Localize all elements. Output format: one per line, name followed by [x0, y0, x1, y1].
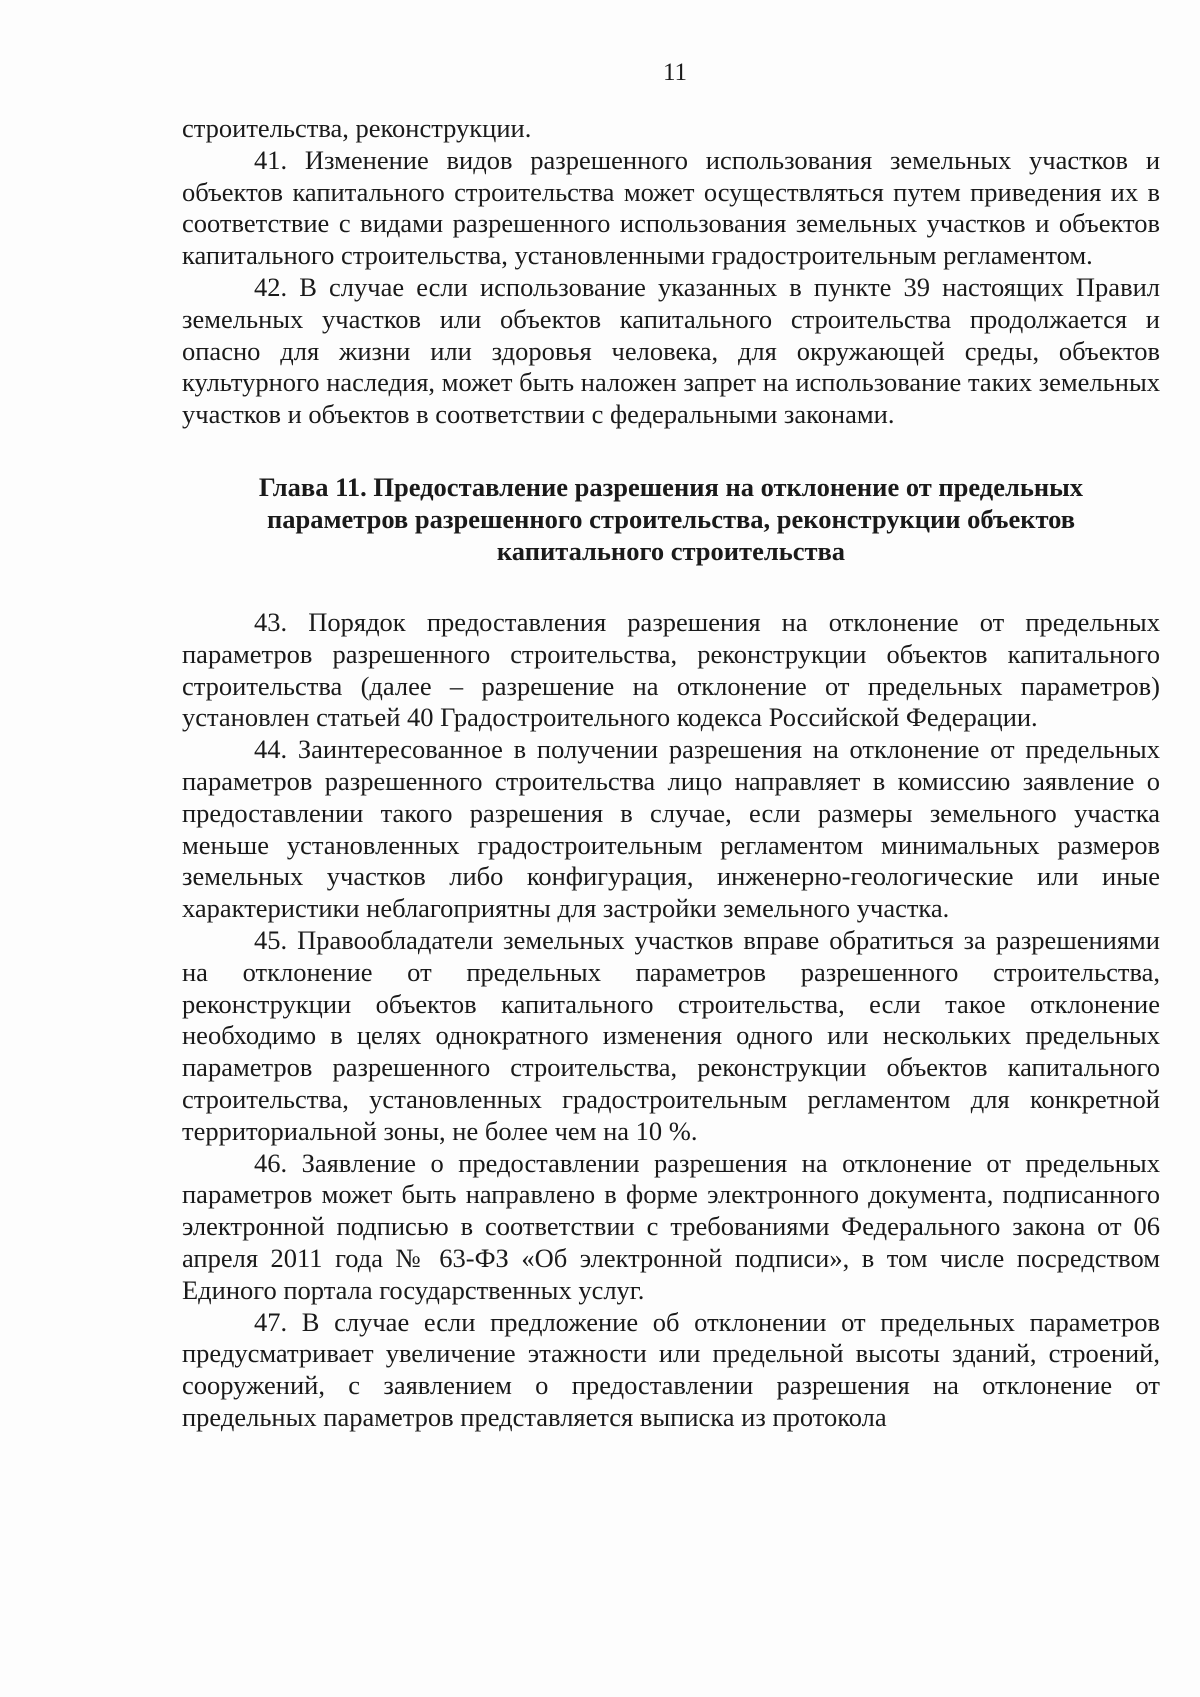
paragraph-42: 42. В случае если использование указанных в пункте 39 настоящих Правил земельных участков или объектов капитального строительства продолжается и опасно для жизни или здоровья человека, для окружающей среды, объектов культурного наследия, может быть наложен запрет на использование таких земельных участков и объектов в соответствии с федеральными законами.	[182, 271, 1160, 430]
document-body	[182, 113, 1160, 1434]
chapter-title: Глава 11. Предоставление разрешения на отклонение от предельных параметров разрешенного строительства, реконструкции объектов капитального строительства	[258, 471, 1084, 566]
paragraph-41: 41. Изменение видов разрешенного использования земельных участков и объектов капитального строительства может осуществляться путем приведения их в соответствие с видами разрешенного использования земельных участков и объектов капитального строительства, установленными градостроительным регламентом.	[182, 144, 1160, 271]
paragraph-44: 44. Заинтересованное в получении разрешения на отклонение от предельных параметров разрешенного строительства лицо направляет в комиссию заявление о предоставлении такого разрешения в случае, если размеры земельного участка меньше установленных градостроительным регламентом минимальных размеров земельных участков либо конфигурация, инженерно-геологические или иные характеристики неблагоприятны для застройки земельного участка.	[182, 734, 1160, 924]
paragraph-46: 46. Заявление о предоставлении разрешения на отклонение от предельных параметров может быть направлено в форме электронного документа, подписанного электронной подписью в соответствии с требованиями Федерального закона от 06 апреля 2011 года № 63-ФЗ «Об электронной подписи», в том числе посредством Единого портала государственных услуг.	[182, 1147, 1160, 1305]
paragraph-43: 43. Порядок предоставления разрешения на отклонение от предельных параметров разрешенного строительства, реконструкции объектов капитального строительства (далее – разрешение на отклонение от предельных параметров) установлен статьей 40 Градостроительного кодекса Российской Федерации.	[182, 606, 1160, 733]
paragraph-47: 47. В случае если предложение об отклонении от предельных параметров предусматривает увеличение этажности или предельной высоты зданий, строений, сооружений, с заявлением о предоставлении разрешения на отклонение от предельных параметров представляется выписка из протокола	[182, 1306, 1160, 1432]
page-number: 11	[662, 59, 688, 86]
paragraph-45: 45. Правообладатели земельных участков вправе обратиться за разрешениями на отклонение от предельных параметров разрешенного строительства, реконструкции объектов капитального строительства, если такое отклонение необходимо в целях однократного изменения одного или нескольких предельных параметров разрешенного строительства, реконструкции объектов капитального строительства, установленных градостроительным регламентом для конкретной территориальной зоны, не более чем на 10 %.	[182, 924, 1160, 1146]
paragraph-continuation: строительства, реконструкции.	[182, 113, 532, 143]
